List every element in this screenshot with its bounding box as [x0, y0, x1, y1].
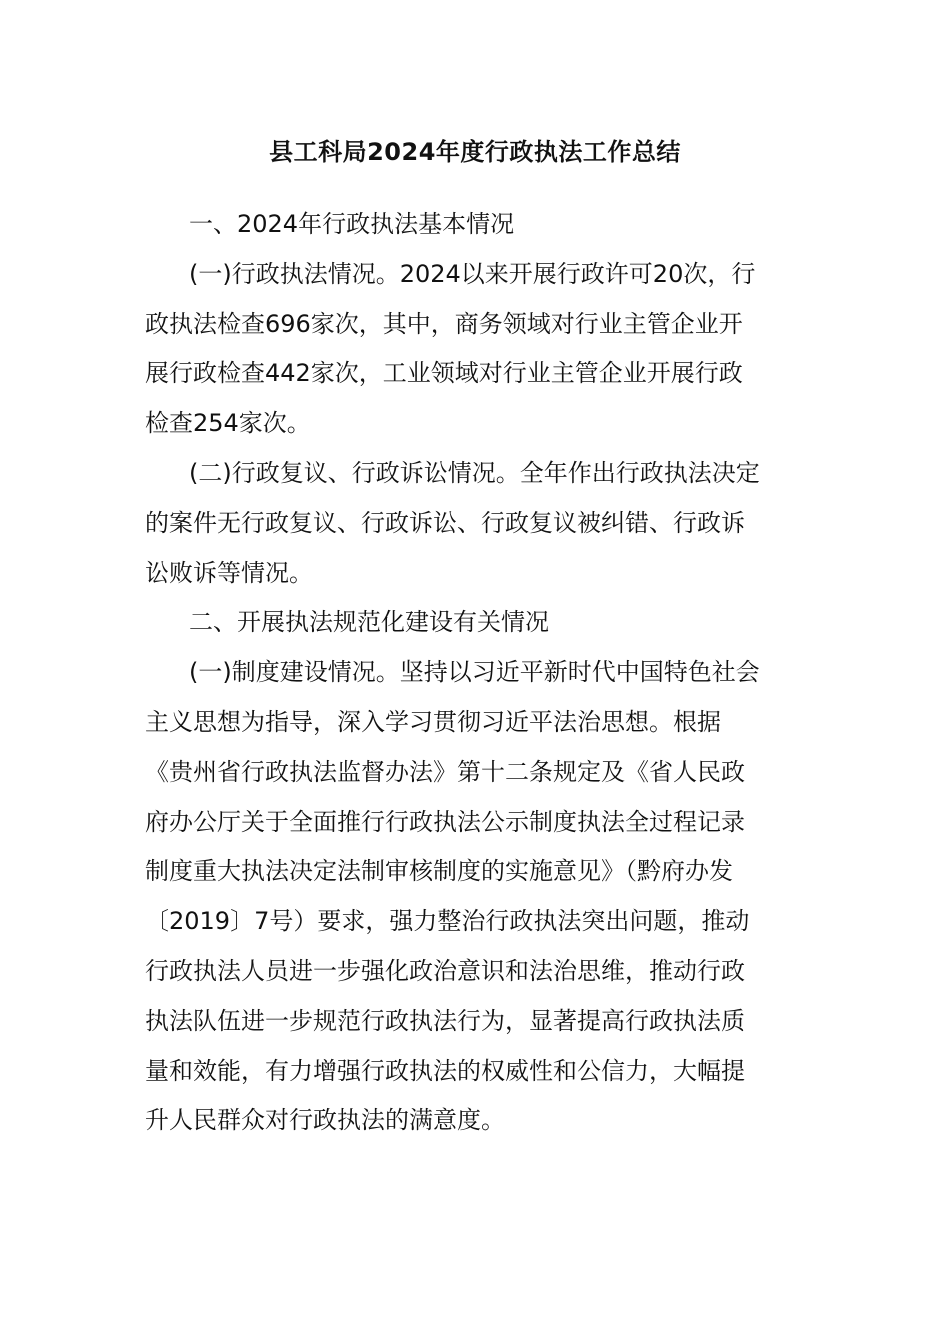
- paragraph-3-line-6: 〔2019〕7号）要求，强力整治行政执法突出问题，推动: [145, 907, 750, 936]
- paragraph-2-line-2: 的案件无行政复议、行政诉讼、行政复议被纠错、行政诉: [145, 508, 745, 537]
- paragraph-2-line-3: 讼败诉等情况。: [145, 558, 313, 587]
- paragraph-1-line-1: (一)行政执法情况。2024以来开展行政许可20次，行: [189, 259, 756, 288]
- paragraph-1-line-2: 政执法检查696家次，其中，商务领域对行业主管企业开: [145, 309, 743, 338]
- paragraph-3-line-3: 《贵州省行政执法监督办法》第十二条规定及《省人民政: [145, 757, 745, 786]
- paragraph-3-line-8: 执法队伍进一步规范行政执法行为，显著提高行政执法质: [145, 1006, 745, 1035]
- paragraph-3-line-2: 主义思想为指导，深入学习贯彻习近平法治思想。根据: [145, 707, 721, 736]
- paragraph-3-line-9: 量和效能，有力增强行政执法的权威性和公信力，大幅提: [145, 1056, 745, 1085]
- paragraph-3-line-5: 制度重大执法决定法制审核制度的实施意见》（黔府办发: [145, 857, 733, 886]
- paragraph-1-line-3: 展行政检查442家次，工业领域对行业主管企业开展行政: [145, 359, 743, 388]
- paragraph-3-line-4: 府办公厅关于全面推行行政执法公示制度执法全过程记录: [145, 807, 745, 836]
- paragraph-3-line-1: (一)制度建设情况。坚持以习近平新时代中国特色社会: [189, 658, 760, 687]
- section-heading-1: 一、2024年行政执法基本情况: [189, 210, 515, 238]
- section-heading-2: 二、开展执法规范化建设有关情况: [189, 608, 549, 637]
- document-title: 县工科局2024年度行政执法工作总结: [269, 138, 681, 166]
- paragraph-1-line-4: 检查254家次。: [145, 409, 311, 438]
- paragraph-3-line-10: 升人民群众对行政执法的满意度。: [145, 1106, 505, 1135]
- paragraph-2-line-1: (二)行政复议、行政诉讼情况。全年作出行政执法决定: [189, 458, 760, 487]
- paragraph-3-line-7: 行政执法人员进一步强化政治意识和法治思维，推动行政: [145, 956, 745, 985]
- document-body: [145, 200, 810, 1146]
